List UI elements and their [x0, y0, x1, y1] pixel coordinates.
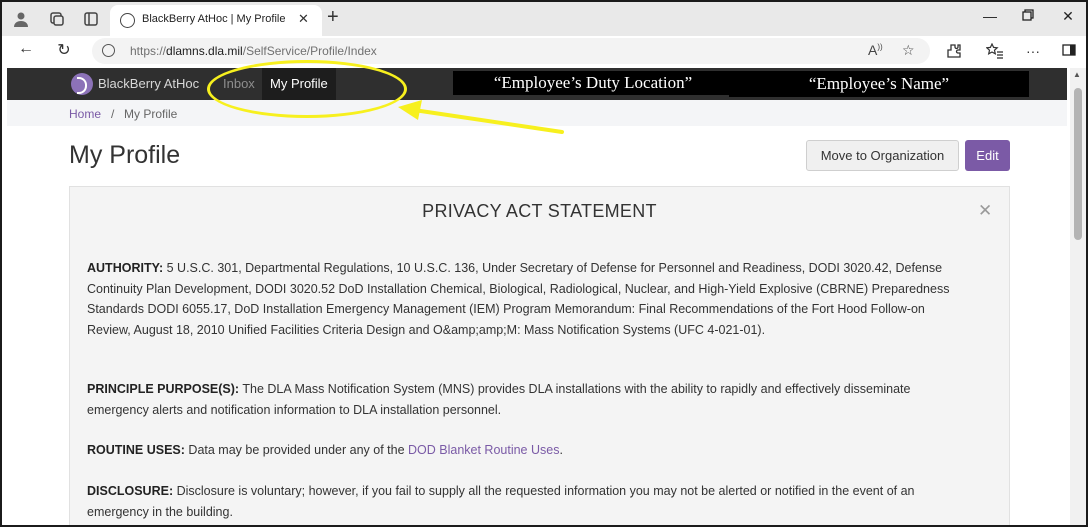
new-tab-plus-icon[interactable]: +: [327, 6, 339, 28]
blackberry-athoc-logo-icon[interactable]: [71, 73, 93, 95]
authority-paragraph: [87, 258, 967, 340]
callout-arrow-icon: [392, 94, 567, 140]
routine-uses-end: .: [559, 443, 563, 457]
employee-name-redaction: “Employee’s Name”: [729, 71, 1029, 97]
minimize-icon[interactable]: —: [983, 8, 997, 24]
move-to-organization-button[interactable]: Move to Organization: [806, 140, 959, 171]
duty-location-redaction: “Employee’s Duty Location”: [453, 71, 733, 95]
url-scheme: https://: [130, 44, 167, 58]
refresh-icon[interactable]: ↻: [57, 42, 71, 59]
athoc-favicon-icon: [120, 13, 135, 28]
sidebar-toggle-icon[interactable]: [1062, 43, 1076, 60]
disclosure-label: DISCLOSURE:: [87, 484, 174, 498]
page-scrollbar[interactable]: [1070, 68, 1086, 527]
address-bar[interactable]: [92, 38, 930, 64]
url-host: dlamns.dla.mil: [166, 44, 243, 58]
tab-my-profile[interactable]: [110, 5, 322, 36]
close-window-icon[interactable]: ✕: [1062, 8, 1074, 24]
routine-uses-text: Data may be provided under any of the: [184, 443, 408, 457]
privacy-title: PRIVACY ACT STATEMENT: [422, 201, 657, 221]
purpose-label: PRINCIPLE PURPOSE(S):: [87, 382, 240, 396]
profile-icon[interactable]: [12, 10, 30, 28]
authority-label: AUTHORITY:: [87, 261, 164, 275]
favorites-list-icon[interactable]: [986, 43, 1004, 62]
privacy-act-panel: [69, 186, 1010, 527]
extensions-icon[interactable]: [946, 43, 962, 62]
edit-button[interactable]: Edit: [965, 140, 1010, 171]
tab-title: BlackBerry AtHoc | My Profile: [142, 13, 286, 25]
purpose-paragraph: [87, 379, 967, 420]
url-path: /SelfService/Profile/Index: [242, 44, 377, 58]
scrollbar-thumb[interactable]: [1074, 88, 1082, 240]
more-options-icon[interactable]: ···: [1026, 43, 1040, 59]
disclosure-text: Disclosure is voluntary; however, if you fail to supply all the requested information you may not be alerted or notified in the event of an emergency in the building.: [87, 484, 915, 519]
workspaces-icon[interactable]: [48, 10, 66, 28]
brand-name[interactable]: BlackBerry AtHoc: [98, 76, 200, 91]
breadcrumb-separator: /: [111, 107, 115, 121]
restore-icon[interactable]: [1018, 8, 1038, 24]
browser-tab-strip: [2, 2, 1086, 36]
purpose-text: The DLA Mass Notification System (MNS) provides DLA installations with the ability to rapidly and effectively disseminate emergency alerts and notification information to DLA installation personnel.: [87, 382, 911, 417]
url-text[interactable]: [130, 44, 377, 58]
breadcrumb-home[interactable]: Home: [69, 107, 102, 121]
browser-toolbar: [2, 36, 1086, 66]
dod-blanket-routine-uses-link[interactable]: DOD Blanket Routine Uses: [408, 443, 560, 457]
nav-inbox[interactable]: Inbox: [223, 76, 255, 91]
tab-actions-icon[interactable]: [82, 10, 100, 28]
scroll-up-arrow-icon[interactable]: ▲: [1073, 70, 1081, 79]
callout-ellipse: [207, 60, 407, 118]
nav-my-profile[interactable]: My Profile: [262, 68, 336, 100]
read-aloud-icon[interactable]: A)): [868, 42, 883, 58]
breadcrumb-current: My Profile: [124, 107, 178, 121]
routine-uses-label: ROUTINE USES:: [87, 443, 185, 457]
routine-uses-paragraph: [87, 440, 967, 461]
lock-icon[interactable]: [102, 44, 115, 57]
authority-text: 5 U.S.C. 301, Departmental Regulations, 10 U.S.C. 136, Under Secretary of Defense for Personnel and Readiness, DODI 3020.42, Defense Continuity Plan Development, DODI 3020.52 DoD Installation Chemical, Biological, Radiological, Nuclear, and High-Yield Explosive (CBRNE) Preparedness Standards DODI 6055.17, DoD Installation Emergency Management (IEM) Program Memorandum: Final Recommendations of the Fort Hood Follow-on Review, August 18, 2010 Unified Facilities Criteria Design and O&amp;amp;M: Mass Notification Systems (UFC 4-021-01).: [87, 261, 950, 337]
favorite-star-icon[interactable]: ☆: [902, 42, 915, 58]
back-arrow-icon[interactable]: ←: [18, 40, 34, 57]
close-icon[interactable]: ✕: [298, 11, 309, 26]
disclosure-paragraph: [87, 481, 967, 522]
close-icon[interactable]: ✕: [978, 201, 993, 220]
page-title: My Profile: [69, 141, 181, 169]
